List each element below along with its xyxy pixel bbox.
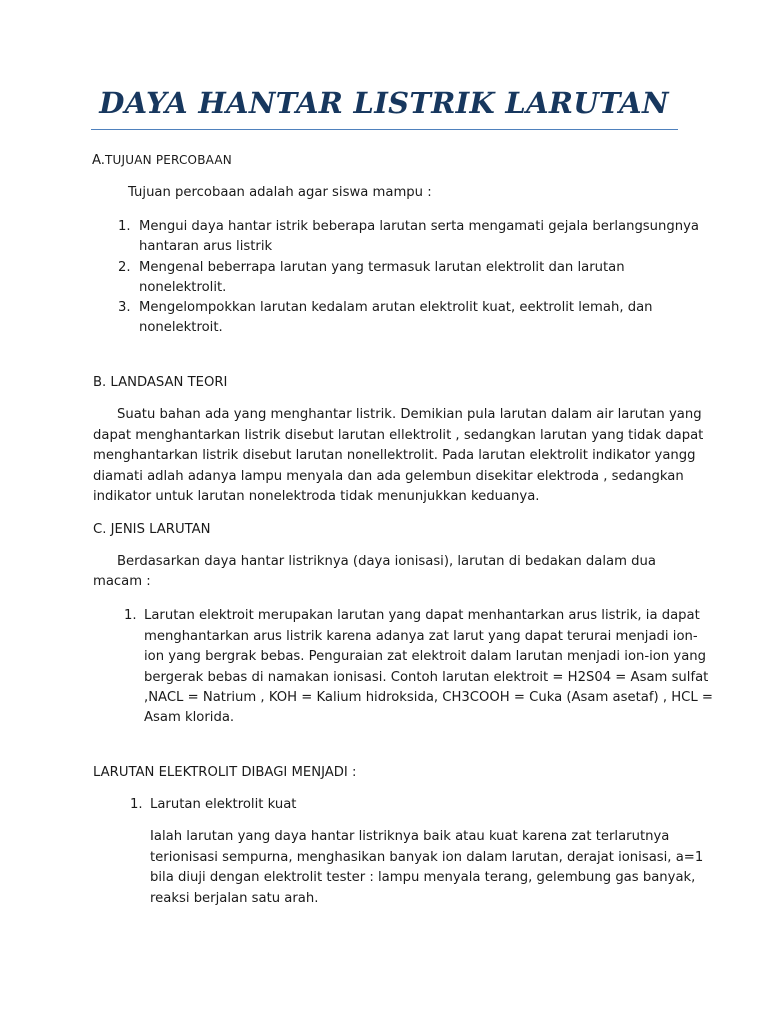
section-d-heading: LARUTAN ELEKTROLIT DIBAGI MENJADI : — [93, 765, 357, 780]
paragraph-line: Ialah larutan yang daya hantar listriknya baik atau kuat karena zat terlarutnya — [150, 829, 670, 844]
section-a-prefix: A. — [92, 153, 105, 168]
list-number: 1. — [124, 608, 137, 623]
paragraph-line: Berdasarkan daya hantar listriknya (daya ionisasi), larutan di bedakan dalam dua — [117, 554, 656, 569]
paragraph-line: menghantarkan listrik disebut larutan nonellektrolit. Pada larutan elektrolit indikator yangg — [93, 448, 696, 463]
section-c-heading: C. JENIS LARUTAN — [93, 522, 211, 537]
section-a-heading — [92, 150, 232, 171]
list-number: 2. — [118, 260, 131, 275]
paragraph-line: terionisasi sempurna, menghasikan banyak ion dalam larutan, derajat ionisasi, a=1 — [150, 850, 704, 865]
list-item-line: ion yang bergrak bebas. Penguraian zat elektroit dalam larutan menjadi ion-ion yang — [144, 649, 707, 664]
paragraph-line: macam : — [93, 574, 151, 589]
list-number: 1. — [130, 797, 143, 812]
list-item-line: Larutan elektroit merupakan larutan yang dapat menhantarkan arus listrik, ia dapat — [144, 608, 700, 623]
title-divider — [91, 129, 678, 130]
list-item-line: nonelektrolit. — [139, 280, 227, 295]
paragraph-line: Suatu bahan ada yang menghantar listrik. Demikian pula larutan dalam air larutan yang — [117, 407, 702, 422]
list-item-line: menghantarkan arus listrik karena adanya zat larut yang dapat terurai menjadi ion- — [144, 629, 698, 644]
list-item-line: Mengenal beberrapa larutan yang termasuk larutan elektrolit dan larutan — [139, 260, 625, 275]
section-a-intro: Tujuan percobaan adalah agar siswa mampu : — [128, 185, 432, 200]
list-number: 3. — [118, 300, 131, 315]
page-title: DAYA HANTAR LISTRIK LARUTAN — [99, 86, 669, 120]
list-item-line: Asam klorida. — [144, 710, 235, 725]
list-item-line: Mengui daya hantar istrik beberapa larutan serta mengamati gejala berlangsungnya — [139, 219, 700, 234]
list-item-line: nonelektroit. — [139, 320, 223, 335]
section-a-title: TUJUAN PERCOBAAN — [104, 153, 232, 167]
list-item-line: hantaran arus listrik — [139, 239, 273, 254]
list-item-label: Larutan elektrolit kuat — [150, 797, 297, 812]
list-number: 1. — [118, 219, 131, 234]
paragraph-line: dapat menghantarkan listrik disebut larutan ellektrolit , sedangkan larutan yang tidak dapat — [93, 428, 704, 443]
list-item-line: ,NACL = Natrium , KOH = Kalium hidroksida, CH3COOH = Cuka (Asam asetaf) , HCL = — [144, 690, 713, 705]
paragraph-line: reaksi berjalan satu arah. — [150, 891, 319, 906]
paragraph-line: bila diuji dengan elektrolit tester : lampu menyala terang, gelembung gas banyak, — [150, 870, 696, 885]
paragraph-line: indikator untuk larutan nonelektroda tidak menunjukkan keduanya. — [93, 489, 540, 504]
paragraph-line: diamati adlah adanya lampu menyala dan ada gelembun disekitar elektroda , sedangkan — [93, 469, 684, 484]
list-item-line: bergerak bebas di namakan ionisasi. Contoh larutan elektroit = H2S04 = Asam sulfat — [144, 670, 709, 685]
list-item-line: Mengelompokkan larutan kedalam arutan elektrolit kuat, eektrolit lemah, dan — [139, 300, 653, 315]
section-b-heading: B. LANDASAN TEORI — [93, 375, 228, 390]
